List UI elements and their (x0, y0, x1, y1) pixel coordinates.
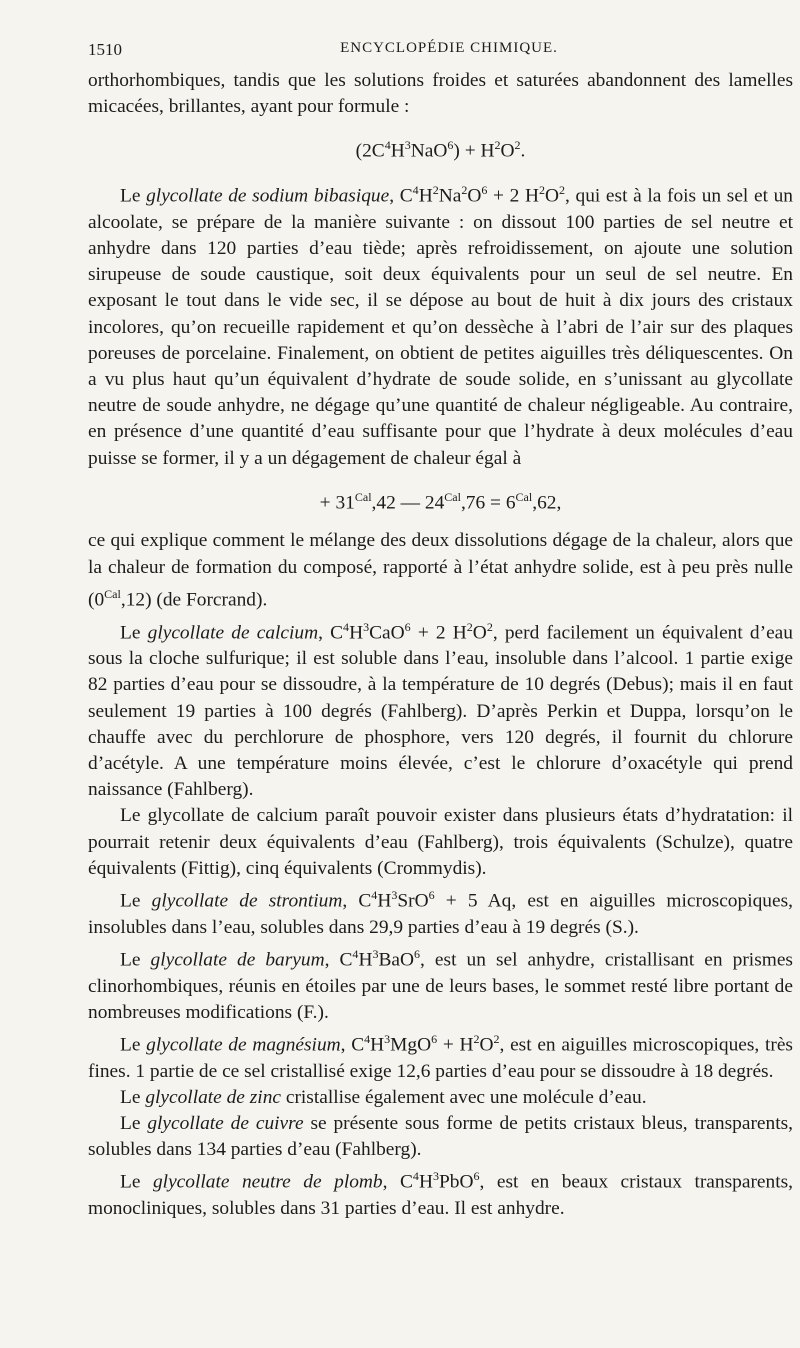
text-run: Le (120, 890, 152, 912)
text-run: , qui est à la fois un sel et un alcoolate, se prépare de la manière suivante : on dissout 100 parties de sel neutre et anhydre dans 120 parties d’eau tiède; après refroidissement, on ajoute une solution sirupeuse de soude caustique, soit deux équivalents pour un seul de sel neutre. En exposant le tout dans le vide sec, il se dépose au bout de huit à dix jours des cristaux incolores, qu’on recueille rapidement et qu’on dessèche à l’abri de l’air sur des plaques poreuses de porcelaine. Finalement, on obtient de petites aiguilles très déliquescentes. On a vu plus haut qu’un équivalent d’hydrate de soude solide, en s’unissant au glycollate neutre de soude anhydre, ne dégage qu’une quantité de chaleur négligeable. Au contraire, en présence d’une quantité d’eau suffisante pour que l’hydrate à deux molécules d’eau puisse se former, il y a un dégagement de chaleur égal à (88, 185, 793, 469)
paragraph (88, 1026, 793, 1085)
text-run: H (377, 890, 392, 912)
formula-line (88, 484, 793, 517)
italic-term: glycollate de sodium bibasique (146, 185, 390, 207)
superscript: 4 (343, 619, 350, 634)
paragraph (88, 1111, 793, 1163)
text-run: NaO (410, 140, 448, 162)
paragraph (88, 941, 793, 1026)
superscript: Cal (354, 489, 372, 504)
superscript: 2 (432, 183, 439, 198)
superscript: 4 (412, 183, 419, 198)
italic-term: glycollate de baryum (150, 949, 325, 971)
text-run: H (390, 140, 405, 162)
superscript: 3 (391, 888, 398, 903)
superscript: 6 (481, 183, 488, 198)
paragraph (88, 1085, 793, 1111)
text-run: Le glycollate de calcium paraît pouvoir exister dans plusieurs états d’hydratation: il pourrait retenir deux équivalents d’eau (Fahlberg), trois équivalents (Schulze), quatre équivalents (Fittig), cinq équivalents (Crommydis). (88, 805, 793, 879)
text-run: , C (340, 1034, 365, 1056)
text-run: CaO (369, 622, 405, 643)
text-run: + 31 (319, 492, 355, 514)
paragraph (88, 803, 793, 882)
text-run: ) + H (453, 140, 495, 162)
superscript: 2 (466, 619, 473, 634)
text-run: , est en beaux cristaux transparents, monocliniques, solubles dans 31 parties d’eau. Il est anhydre. (88, 1171, 793, 1220)
text-run: + 5 Aq, est en aiguilles microscopiques, insolubles dans l’eau, solubles dans 29,9 parties d’eau à 19 degrés (S.). (88, 890, 793, 938)
text-run: , C (324, 949, 353, 971)
text-run: MgO (390, 1034, 432, 1056)
text-run: Le (120, 1113, 148, 1135)
text-run: , C (382, 1171, 413, 1193)
superscript: 3 (363, 619, 370, 634)
superscript: Cal (104, 586, 121, 601)
running-title: ENCYCLOPÉDIE CHIMIQUE. (340, 40, 558, 56)
text-run: + 2 H (410, 622, 467, 643)
superscript: 4 (371, 888, 378, 903)
formula-line (88, 132, 793, 165)
text-run: Le (120, 1034, 147, 1056)
text-run: O (479, 1034, 494, 1056)
italic-term: glycollate de strontium (151, 890, 343, 912)
italic-term: glycollate de cuivre (147, 1113, 304, 1135)
text-run: H (370, 1034, 385, 1056)
superscript: 2 (461, 183, 468, 198)
superscript: 3 (432, 1169, 439, 1184)
paragraph (88, 68, 793, 120)
paragraph (88, 882, 793, 941)
text-run: O (467, 185, 482, 207)
page-number: 1510 (88, 40, 122, 59)
text-run: ,42 — 24 (371, 492, 445, 514)
superscript: 6 (414, 946, 421, 961)
text-run: H (418, 1171, 433, 1193)
text-run: . (520, 140, 526, 162)
superscript: 2 (493, 1031, 500, 1046)
paragraph (88, 1163, 793, 1222)
text-run: ,12) (de Forcrand). (120, 589, 268, 611)
superscript: 3 (384, 1031, 391, 1046)
page-body (88, 68, 793, 1222)
text-run: BaO (378, 949, 415, 971)
text-run: , C (342, 890, 372, 912)
text-run: Le (120, 1171, 153, 1193)
text-run: Le (120, 1086, 146, 1108)
superscript: 3 (372, 946, 379, 961)
text-run: ,76 = 6 (460, 492, 516, 514)
text-run: Le (120, 949, 151, 971)
text-run: H (349, 622, 364, 643)
paragraph (88, 528, 793, 613)
superscript: 4 (412, 1169, 419, 1184)
text-run: Le (120, 185, 147, 207)
superscript: 6 (447, 138, 454, 153)
text-run: orthorhombiques, tandis que les solutions froides et saturées abandonnent des lamelles micacées, brillantes, ayant pour formule : (88, 70, 793, 118)
superscript: 6 (431, 1031, 438, 1046)
text-run: H (418, 185, 433, 207)
text-run: , perd facilement un équivalent d’eau sous la cloche sulfurique; il est soluble dans l’eau, insoluble dans l’alcool. 1 partie exige 82 parties d’eau pour se dissoudre, à la température de 10 degrés (Debus); mais il en faut seulement 19 parties à 100 degrés (Fahlberg). D’après Perkin et Duppa, lorsqu’on le chauffe avec du perchlorure de phosphore, vers 120 degrés, il fournit du chlorure d’acétyle. A une température moins élevée, c’est le chlorure d’oxacétyle qui prend naissance (Fahlberg). (88, 622, 793, 801)
superscript: 2 (559, 183, 566, 198)
superscript: 2 (486, 619, 493, 634)
page-header (88, 40, 770, 64)
superscript: 6 (428, 888, 435, 903)
superscript: Cal (444, 489, 461, 504)
text-run: , est en aiguilles microscopiques, très fines. 1 partie de ce sel cristallisé exige 12,6 parties d’eau pour se dissoudre à 18 degrés. (88, 1034, 793, 1082)
text-run: O (544, 185, 559, 207)
text-run: ce qui explique comment le mélange des deux dissolutions dégage de la chaleur, alors que la chaleur de formation du composé, rapporté à l’état anhydre solide, est à peu près nulle (0 (88, 530, 793, 611)
text-run: Le (120, 622, 148, 643)
italic-term: glycollate de magnésium (146, 1034, 341, 1056)
superscript: 2 (538, 183, 545, 198)
text-run: ,62, (532, 492, 562, 514)
text-run: Na (438, 185, 462, 207)
text-run: , C (389, 185, 413, 207)
superscript: 2 (473, 1031, 480, 1046)
superscript: 2 (514, 138, 521, 153)
text-run: SrO (397, 890, 429, 912)
superscript: 6 (404, 619, 411, 634)
text-run: + H (437, 1034, 474, 1056)
paragraph (88, 177, 793, 472)
superscript: 4 (364, 1031, 371, 1046)
superscript: 6 (473, 1169, 480, 1184)
text-run: H (358, 949, 373, 971)
italic-term: glycollate neutre de plomb (152, 1171, 383, 1193)
text-run: O (500, 140, 515, 162)
superscript: 3 (404, 138, 411, 153)
text-run: PbO (438, 1171, 474, 1193)
paragraph (88, 614, 793, 804)
text-run: (2C (355, 140, 385, 162)
superscript: 4 (352, 946, 359, 961)
superscript: Cal (515, 489, 533, 504)
superscript: 4 (384, 138, 391, 153)
superscript: 2 (494, 138, 501, 153)
italic-term: glycollate de zinc (145, 1086, 281, 1108)
text-run: , est un sel anhydre, cristallisant en prismes clinorhombiques, réunis en étoiles par une de leurs bases, le sommet resté libre portant de nombreuses modifications (F.). (88, 949, 793, 1023)
text-run: O (472, 622, 487, 643)
text-run: , C (318, 622, 344, 643)
text-run: se présente sous forme de petits cristaux bleus, transparents, solubles dans 134 parties d’eau (Fahlberg). (88, 1113, 793, 1161)
italic-term: glycollate de calcium (147, 622, 319, 643)
text-run: + 2 H (487, 185, 539, 207)
text-run: cristallise également avec une molécule d’eau. (281, 1086, 647, 1108)
